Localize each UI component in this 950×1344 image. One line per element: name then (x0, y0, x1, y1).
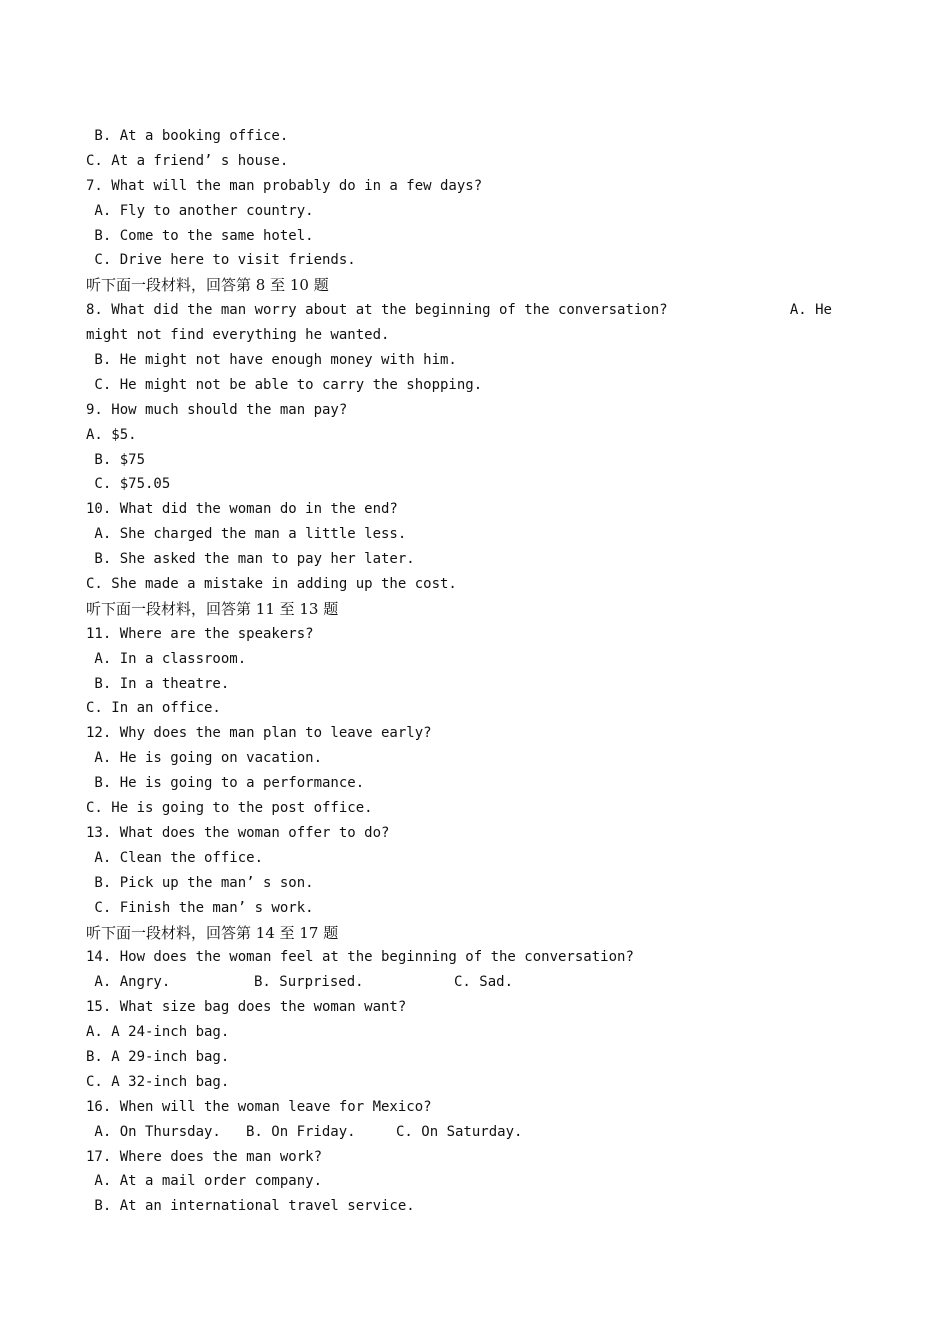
option-line: C. She made a mistake in adding up the cost. (86, 576, 457, 593)
option-line: B. Come to the same hotel. (86, 227, 314, 244)
option-line: A. A 24-inch bag. (86, 1024, 230, 1041)
question-line: 15. What size bag does the woman want? (86, 999, 407, 1016)
question-line: 9. How much should the man pay? (86, 401, 348, 418)
option-b: B. Surprised. (254, 974, 364, 991)
option-line: B. She asked the man to pay her later. (86, 551, 415, 568)
option-c: C. Sad. (454, 974, 514, 991)
section-heading: 听下面一段材料，回答第 11 至 13 题 (86, 599, 339, 618)
option-line: A. In a classroom. (86, 650, 247, 667)
option-line: B. A 29-inch bag. (86, 1048, 230, 1065)
option-line: C. Finish the man’ s work. (86, 899, 314, 916)
option-line: A. She charged the man a little less. (86, 526, 407, 543)
option-line: C. A 32-inch bag. (86, 1073, 230, 1090)
question-line (86, 298, 846, 323)
option-line: A. Fly to another country. (86, 202, 314, 219)
options-row (86, 1120, 846, 1145)
option-line: C. Drive here to visit friends. (86, 252, 356, 269)
option-line: B. $75 (86, 451, 146, 468)
option-line: B. Pick up the man’ s son. (86, 874, 314, 891)
option-line: A. Clean the office. (86, 849, 264, 866)
option-a: A. Angry. (86, 974, 171, 991)
options-row (86, 970, 846, 995)
option-line: C. At a friend’ s house. (86, 152, 289, 169)
question-line: 17. Where does the man work? (86, 1148, 323, 1165)
option-c: C. On Saturday. (396, 1123, 523, 1140)
question-line: 13. What does the woman offer to do? (86, 824, 390, 841)
question-line: 14. How does the woman feel at the beginning of the conversation? (86, 949, 634, 966)
option-line: might not find everything he wanted. (86, 327, 390, 344)
question-line: 10. What did the woman do in the end? (86, 501, 398, 518)
option-line: A. $5. (86, 426, 137, 443)
question-line: 12. Why does the man plan to leave early? (86, 725, 432, 742)
option-b: B. On Friday. (246, 1123, 356, 1140)
document-page (86, 124, 846, 1219)
question-line: 7. What will the man probably do in a few days? (86, 177, 483, 194)
section-heading: 听下面一段材料，回答第 14 至 17 题 (86, 923, 339, 942)
option-line: A. At a mail order company. (86, 1173, 323, 1190)
option-a: A. On Thursday. (86, 1123, 221, 1140)
question-text: 8. What did the man worry about at the beginning of the conversation? (86, 302, 668, 319)
option-line: B. In a theatre. (86, 675, 230, 692)
section-heading: 听下面一段材料，回答第 8 至 10 题 (86, 276, 329, 295)
option-line: B. At an international travel service. (86, 1198, 415, 1215)
option-line: C. In an office. (86, 700, 221, 717)
question-line: 11. Where are the speakers? (86, 625, 314, 642)
option-line: B. At a booking office. (86, 128, 289, 144)
option-line: C. He is going to the post office. (86, 800, 373, 817)
option-line: C. $75.05 (86, 476, 171, 493)
option-line: A. He is going on vacation. (86, 750, 323, 767)
question-line: 16. When will the woman leave for Mexico? (86, 1098, 432, 1115)
option-line: C. He might not be able to carry the shopping. (86, 376, 483, 393)
option-line: B. He might not have enough money with him. (86, 352, 457, 369)
option-text: A. He (789, 302, 832, 319)
option-line: B. He is going to a performance. (86, 775, 365, 792)
